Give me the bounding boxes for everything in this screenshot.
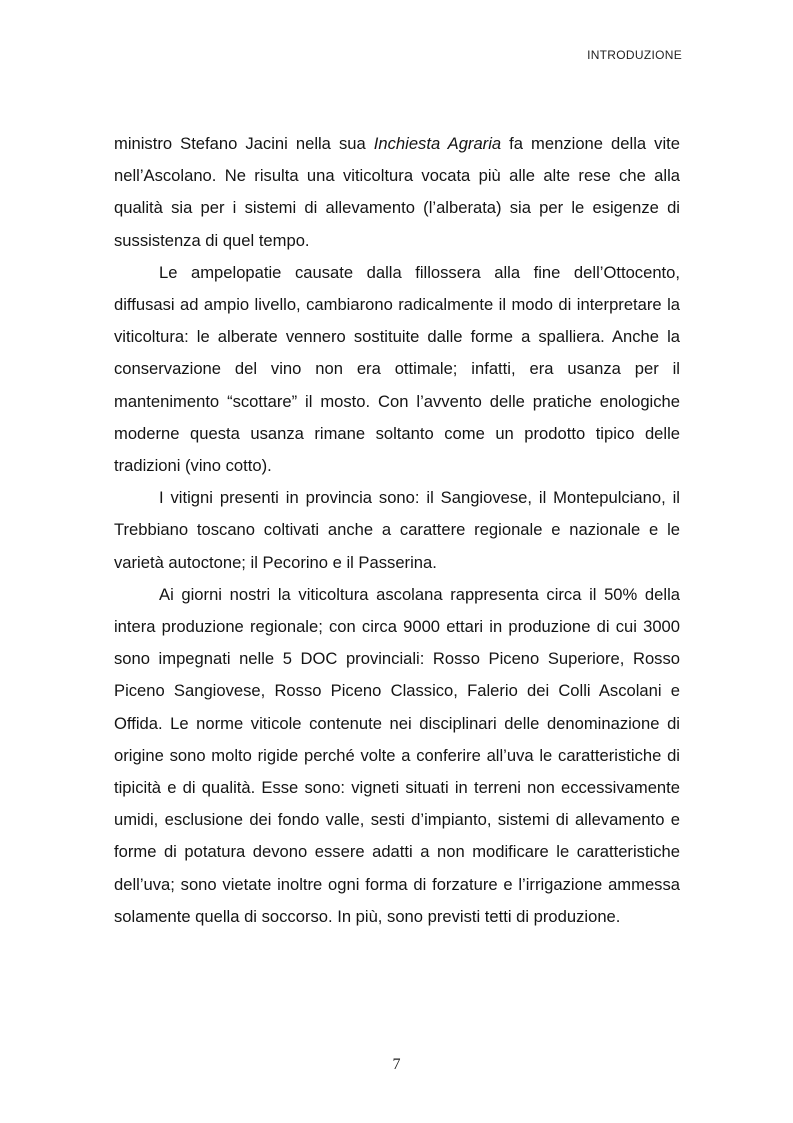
paragraph-phylloxera: Le ampelopatie causate dalla fillossera alla fine dell’Ottocento, diffusasi ad ampio livello, cambiarono radicalmente il modo di interpretare la viticoltura: le alberate vennero sostituite dalle forme a spalliera. Anche la conservazione del vino non era ottimale; infatti, era usanza per il mantenimento “scottare” il mosto. Con l’avvento delle pratiche enologiche moderne questa usanza rimane soltanto come un prodotto tipico delle tradizioni (vino cotto). (114, 262, 680, 476)
paragraph-grape-varieties: I vitigni presenti in provincia sono: il Sangiovese, il Montepulciano, il Trebbiano toscano coltivati anche a carattere regionale e nazionale e le varietà autoctone; il Pecorino e il Passerina. (114, 488, 680, 572)
running-header: INTRODUZIONE (587, 48, 682, 62)
paragraph-text: fa menzione della vite nell’Ascolano. Ne risulta una viticoltura vocata più alle alte rese che alla qualità sia per i sistemi di allevamento (l’alberata) sia per le esigenze di sussistenza di quel tempo. (114, 134, 680, 250)
paragraph-continuation (114, 128, 680, 257)
body-text (114, 128, 680, 933)
book-title: Inchiesta Agraria (373, 134, 502, 153)
page-number: 7 (392, 1056, 401, 1073)
paragraph-text: ministro Stefano Jacini nella sua (114, 134, 374, 153)
paragraph-doc-production: Ai giorni nostri la viticoltura ascolana rappresenta circa il 50% della intera produzione regionale; con circa 9000 ettari in produzione di cui 3000 sono impegnati nelle 5 DOC provinciali: Rosso Piceno Superiore, Rosso Piceno Sangiovese, Rosso Piceno Classico, Falerio dei Colli Ascolani e Offida. Le norme viticole contenute nei disciplinari delle denominazione di origine sono molto rigide perché volte a conferire all’uva le caratteristiche di tipicità e di qualità. Esse sono: vigneti situati in terreni non eccessivamente umidi, esclusione dei fondo valle, sesti d’impianto, sistemi di allevamento e forme di potatura devono essere adatti a non modificare le caratteristiche dell’uva; sono vietate inoltre ogni forma di forzature e l’irrigazione ammessa solamente quella di soccorso. In più, sono previsti tetti di produzione. (114, 584, 680, 926)
